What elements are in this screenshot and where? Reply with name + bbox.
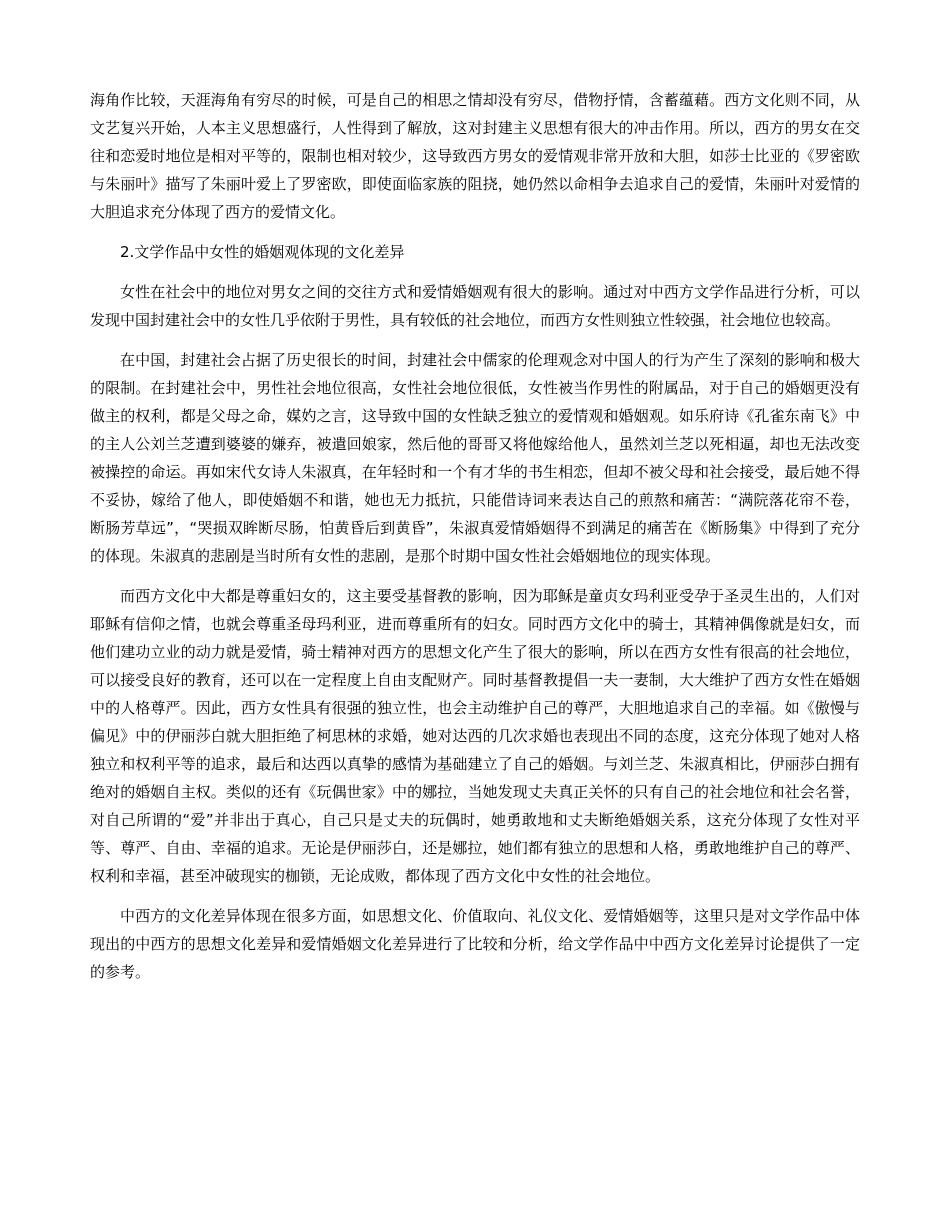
paragraph-gap xyxy=(90,890,860,902)
paragraph-gap xyxy=(90,266,860,278)
section-heading: 2.文学作品中女性的婚姻观体现的文化差异 xyxy=(120,243,405,261)
paragraph-china-feudal: 在中国，封建社会占据了历史很长的时间，封建社会中儒家的伦理观念对中国人的行为产生了深刻的影响和极大的限制。在封建社会中，男性社会地位很高，女性社会地位很低，女性被当作男性的附属品，对于自己的婚姻更没有做主的权利，都是父母之命，媒妁之言，这导致中国的女性缺乏独立的爱情观和婚姻观。如乐府诗《孔雀东南飞》中的主人公刘兰芝遭到婆婆的嫌弃，被遣回娘家，然后他的哥哥又将他嫁给他人，虽然刘兰芝以死相逼，却也无法改变被操控的命运。再如宋代女诗人朱淑真，在年轻时和一个有才华的书生相恋，但却不被父母和社会接受，最后她不得不妥协，嫁给了他人，即使婚姻不和谐，她也无力抵抗，只能借诗词来表达自己的煎熬和痛苦：“满院落花帘不卷，断肠芳草远”，“哭损双眸断尽肠，怕黄昏后到黄昏”，朱淑真爱情婚姻得不到满足的痛苦在《断肠集》中得到了充分的体现。朱淑真的悲剧是当时所有女性的悲剧，是那个时期中国女性社会婚姻地位的现实体现。 xyxy=(90,351,860,565)
paragraph-western-culture: 而西方文化中大都是尊重妇女的，这主要受基督教的影响，因为耶稣是童贞女玛利亚受孕于圣灵生出的，人们对耶稣有信仰之情，也就会尊重圣母玛利亚，进而尊重所有的妇女。同时西方文化中的骑士，其精神偶像就是妇女，而他们建功立业的动力就是爱情，骑士精神对西方的思想文化产生了很大的影响，所以在西方女性有很高的社会地位，可以接受良好的教育，还可以在一定程度上自由支配财产。同时基督教提倡一夫一妻制，大大维护了西方女性在婚姻中的人格尊严。因此，西方女性具有很强的独立性，也会主动维护自己的尊严，大胆地追求自己的幸福。如《傲慢与偏见》中的伊丽莎白就大胆拒绝了柯思林的求婚，她对达西的几次求婚也表现出不同的态度，这充分体现了她对人格独立和权利平等的追求，最后和达西以真挚的感情为基础建立了自己的婚姻。与刘兰芝、朱淑真相比，伊丽莎白拥有绝对的婚姻自主权。类似的还有《玩偶世家》中的娜拉，当她发现丈夫真正关怀的只有自己的社会地位和社会名誉，对自己所谓的“爱”并非出于真心，自己只是丈夫的玩偶时，她勇敢地和丈夫断绝婚姻关系，这充分体现了女性对平等、尊严、自由、幸福的追求。无论是伊丽莎白，还是娜拉，她们都有独立的思想和人格，勇敢地维护自己的尊严、权利和幸福，甚至冲破现实的枷锁，无论成败，都体现了西方文化中女性的社会地位。 xyxy=(90,587,860,885)
paragraph-conclusion: 中西方的文化差异体现在很多方面，如思想文化、价值取向、礼仪文化、爱情婚姻等，这里只是对文学作品中体现出的中西方的思想文化差异和爱情婚姻文化差异进行了比较和分析，给文学作品中中西方文化差异讨论提供了一定的参考。 xyxy=(90,907,860,981)
document-page xyxy=(90,86,860,986)
paragraph-gap xyxy=(90,226,860,238)
paragraph-gap xyxy=(90,334,860,346)
paragraph-gap xyxy=(90,570,860,582)
paragraph-women-status: 女性在社会中的地位对男女之间的交往方式和爱情婚姻观有很大的影响。通过对中西方文学作品进行分析，可以发现中国封建社会中的女性几乎依附于男性，具有较低的社会地位，而西方女性则独立性较强，社会地位也较高。 xyxy=(90,283,860,329)
paragraph-continuation: 海角作比较，天涯海角有穷尽的时候，可是自己的相思之情却没有穷尽，借物抒情，含蓄蕴藉。西方文化则不同，从文艺复兴开始，人本主义思想盛行，人性得到了解放，这对封建主义思想有很大的冲击作用。所以，西方的男女在交往和恋爱时地位是相对平等的，限制也相对较少，这导致西方男女的爱情观非常开放和大胆，如莎士比亚的《罗密欧与朱丽叶》描写了朱丽叶爱上了罗密欧，即使面临家族的阻挠，她仍然以命相争去追求自己的爱情，朱丽叶对爱情的大胆追求充分体现了西方的爱情文化。 xyxy=(90,91,860,221)
